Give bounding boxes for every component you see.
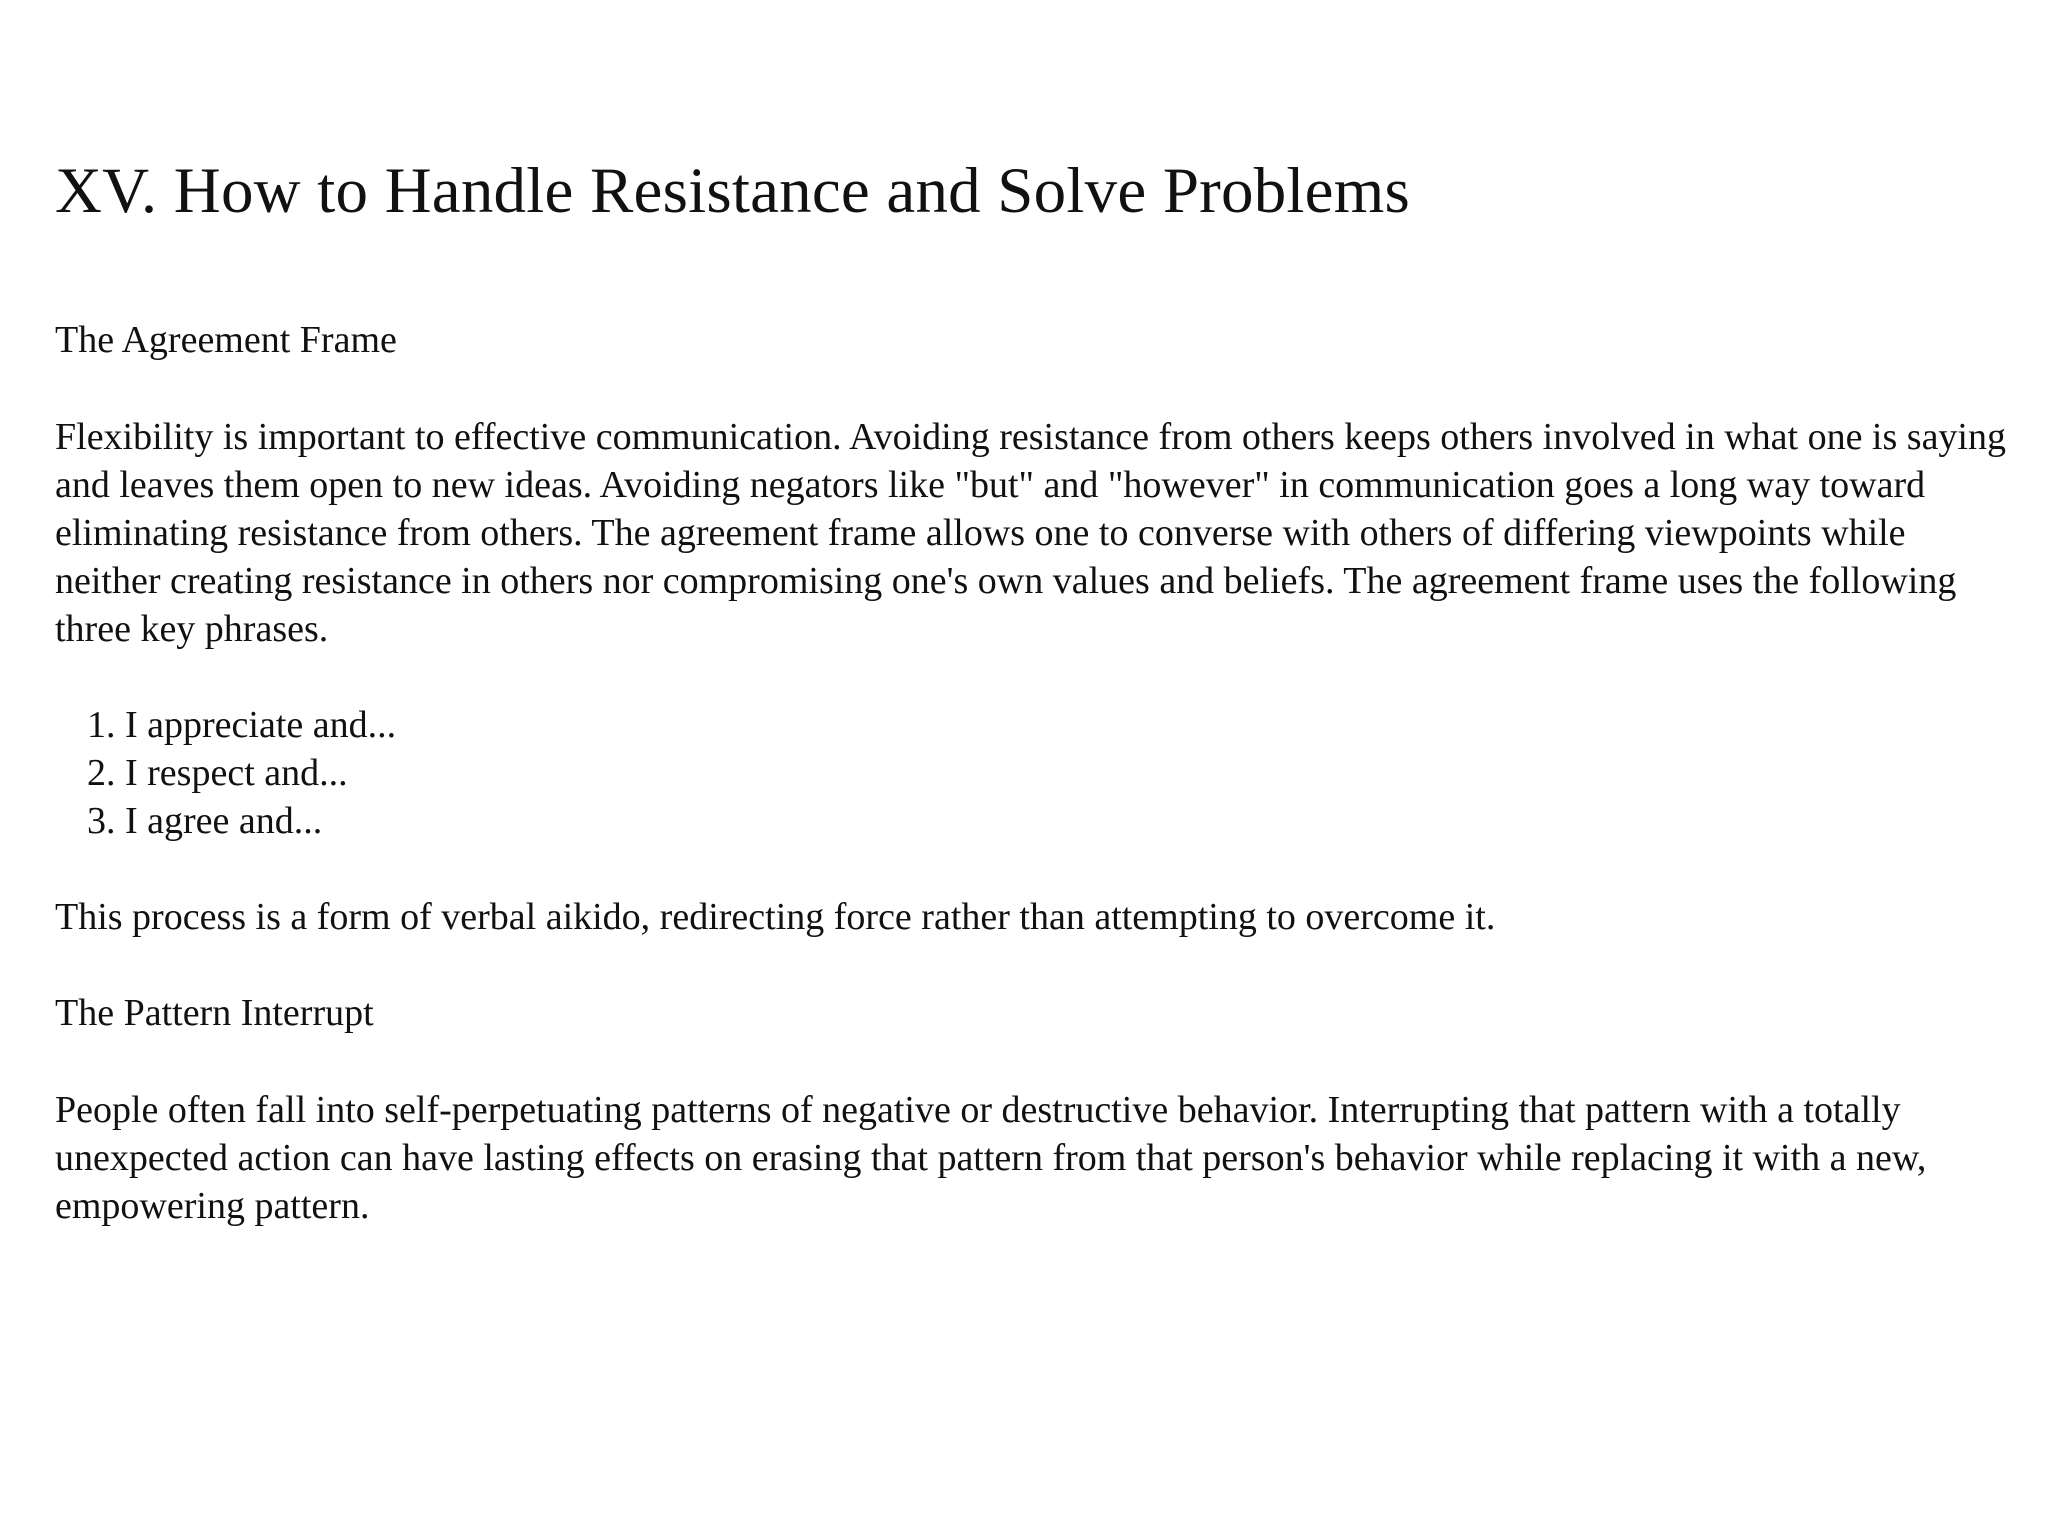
section-heading-pattern-interrupt: The Pattern Interrupt bbox=[55, 992, 374, 1034]
agreement-frame-paragraph: Flexibility is important to effective communication. Avoiding resistance from others keeps others involved in what one is saying and leaves them open to new ideas. Avoiding negators like "but" and "however" in communication goes a long way toward eliminating resistance from others. The agreement frame allows one to converse with others of differing viewpoints while neither creating resistance in others nor compromising one's own values and beliefs. The agreement frame uses the following three key phrases. bbox=[55, 416, 2006, 650]
section-heading-agreement-frame: The Agreement Frame bbox=[55, 319, 397, 361]
list-item: 3. I agree and... bbox=[125, 797, 2018, 845]
key-phrases-list bbox=[55, 701, 2018, 845]
list-item: 2. I respect and... bbox=[125, 749, 2018, 797]
page-title: XV. How to Handle Resistance and Solve Problems bbox=[55, 155, 1410, 227]
agreement-frame-closing: This process is a form of verbal aikido, redirecting force rather than attempting to overcome it. bbox=[55, 896, 1496, 938]
pattern-interrupt-paragraph: People often fall into self-perpetuating patterns of negative or destructive behavior. Interrupting that pattern with a totally unexpected action can have lasting effects on erasing that pattern from that person's behavior while replacing it with a new, empowering pattern. bbox=[55, 1089, 1927, 1227]
list-item: 1. I appreciate and... bbox=[125, 701, 2018, 749]
